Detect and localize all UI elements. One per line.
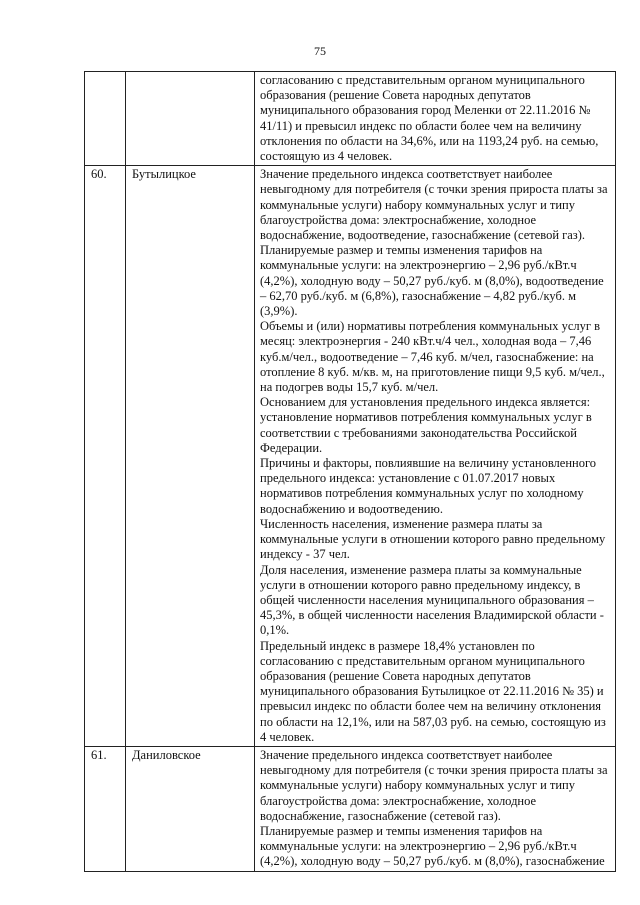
paragraph: Планируемые размер и темпы изменения тарифов на коммунальные услуги: на электроэнергию – 2,96 руб./кВт.ч (4,2%), холодную воду – 50,27 руб./куб. м (8,0%), водоотведение – 62,70 руб./куб. м (6,8%), газоснабжение – 4,82 руб./куб. м (3,9%). <box>260 243 604 319</box>
paragraph: Основанием для установления предельного индекса является: установление нормативов потребления коммунальных услуг в соответствии с требованиями законодательства Российской Федерации. <box>260 395 592 455</box>
paragraph: Значение предельного индекса соответствует наиболее невыгодному для потребителя (с точки зрения прироста платы за коммунальные услуги) набору коммунальных услуг и типу благоустройства дома: электроснабжение, холодное водоснабжение, водоотведение, газоснабжение (сетевой газ). <box>260 167 608 243</box>
paragraph: Значение предельного индекса соответствует наиболее невыгодному для потребителя (с точки зрения прироста платы за коммунальные услуги) набору коммунальных услуг и типу благоустройства дома: электроснабжение, холодное водоснабжение, газоснабжение (сетевой газ). <box>260 747 608 823</box>
table-row <box>85 72 616 166</box>
description-cell <box>255 72 616 166</box>
paragraph: Доля населения, изменение размера платы за коммунальные услуги в отношении которого равно предельному индексу, в общей численности населения муниципального образования – 45,3%, в общей численности населения Владимирской области - 0,1%. <box>260 562 604 638</box>
description-cell <box>255 746 616 871</box>
row-number: 60. <box>91 167 107 182</box>
municipality-cell <box>126 746 255 871</box>
table-row <box>85 746 616 871</box>
municipality-name <box>126 72 254 74</box>
paragraph: согласованию с представительным органом муниципального образования (решение Совета народных депутатов муниципального образования город Меленки от 22.11.2016 № 41/11) и превысил индекс по области более чем на величину отклонения по области на 34,6%, или на 1193,24 руб. на семью, состоящую из 4 человек. <box>260 73 599 164</box>
paragraph: Предельный индекс в размере 18,4% установлен по согласованию с представительным органом муниципального образования (решение Совета народных депутатов муниципального образования Бутылицкое от 22.11.2016 № 35) и превысил индекс по области более чем на величину отклонения по области на 12,1%, или на 587,03 руб. на семью, состоящую из 4 человек. <box>260 638 606 744</box>
municipality-name: Бутылицкое <box>132 167 196 182</box>
table-row <box>85 166 616 747</box>
municipality-cell <box>126 166 255 747</box>
municipality-name: Даниловское <box>132 747 201 762</box>
description-cell <box>255 166 616 747</box>
row-number-cell <box>85 72 126 166</box>
paragraph: Объемы и (или) нормативы потребления коммунальных услуг в месяц: электроэнергия - 240 кВт.ч/4 чел., холодная вода – 7,46 куб.м/чел., водоотведение – 7,46 куб. м/чел, газоснабжение: на отопление 8 куб. м/кв. м, на приготовление пищи 9,5 куб. м/чел., на подогрев воды 15,7 куб. м/чел. <box>260 319 605 395</box>
paragraph: Численность населения, изменение размера платы за коммунальные услуги в отношении которого равно предельному индексу - 37 чел. <box>260 516 606 562</box>
row-number <box>85 72 125 74</box>
paragraph: Причины и факторы, повлиявшие на величину установленного предельного индекса: установление с 01.07.2017 новых нормативов потребления коммунальных услуг по холодному водоснабжению и водоотведению. <box>260 456 597 516</box>
municipality-cell <box>126 72 255 166</box>
row-number: 61. <box>91 747 107 762</box>
row-number-cell <box>85 166 126 747</box>
index-table <box>84 71 616 872</box>
paragraph: Планируемые размер и темпы изменения тарифов на коммунальные услуги: на электроэнергию – 2,96 руб./кВт.ч (4,2%), холодную воду – 50,27 руб./куб. м (8,0%), газоснабжение <box>260 823 605 869</box>
page-number: 75 <box>314 44 326 58</box>
row-number-cell <box>85 746 126 871</box>
